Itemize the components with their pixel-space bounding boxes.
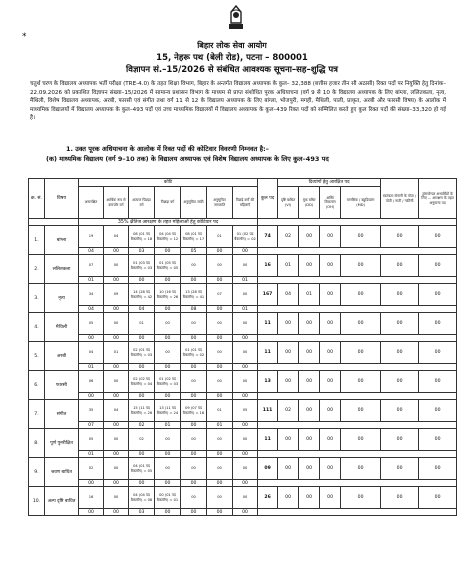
row-category-value: 00 — [233, 284, 258, 306]
row-women-value: 00 — [207, 451, 233, 458]
row-women-value: 00 — [104, 277, 129, 284]
row-divyang-value: 00 — [299, 226, 320, 248]
row-women-value: 00 — [104, 306, 129, 313]
header-divyang-1: मूक बधिर (DD) — [299, 187, 320, 219]
header-sn: क्र. सं. — [29, 179, 45, 219]
row-divyang-value: 00 — [320, 255, 341, 277]
row-category-value: 04 (04 पद बैकलॉग) = 08 — [129, 487, 155, 509]
row-category-value: 06 — [79, 371, 104, 393]
row-transgender-value: 00 — [419, 284, 457, 306]
row-category-value: 00 — [207, 371, 233, 393]
row-women-value: 00 — [155, 480, 181, 487]
row-divyang-value: 00 — [320, 487, 341, 509]
row-women-value: 00 — [207, 335, 233, 342]
row-women-value: 08 — [181, 306, 207, 313]
row-freedom-value: 00 — [381, 342, 419, 364]
row-sn: 5. — [29, 342, 45, 371]
row-category-value: 00 — [155, 458, 181, 480]
row-women-value: 00 — [233, 509, 258, 516]
row-subject: नृत्य — [45, 284, 79, 313]
row-women-value: 00 — [155, 277, 181, 284]
row-category-value: 00 — [207, 255, 233, 277]
row-women-value: 00 — [104, 422, 129, 429]
row-divyang-value: 00 — [299, 458, 320, 480]
table-row — [29, 284, 457, 306]
row-women-value: 03 — [129, 509, 155, 516]
row-divyang-value: 00 — [341, 342, 381, 364]
header-category-6: पिछड़े वर्गों की महिलाएँ — [233, 187, 258, 219]
row-women-value: 04 — [79, 306, 104, 313]
row-women-value: 00 — [104, 248, 129, 255]
row-category-value: 04 — [104, 226, 129, 248]
row-category-value: 07 — [207, 284, 233, 306]
table-row-women — [29, 306, 457, 313]
row-divyang-value: 00 — [299, 487, 320, 509]
row-women-filler — [258, 335, 457, 342]
row-women-value: 03 — [129, 248, 155, 255]
header-category-3: पिछड़ा वर्ग — [155, 187, 181, 219]
row-women-value: 00 — [207, 509, 233, 516]
row-women-value: 00 — [233, 248, 258, 255]
row-category-value: 00 — [207, 429, 233, 451]
row-women-value: 04 — [79, 248, 104, 255]
table-band-row — [29, 219, 457, 226]
row-women-value: 00 — [155, 393, 181, 400]
row-category-value: 00 — [104, 458, 129, 480]
row-freedom-value: 00 — [381, 487, 419, 509]
row-sn: 9. — [29, 458, 45, 487]
row-women-value: 01 — [79, 364, 104, 371]
row-women-value: 07 — [79, 422, 104, 429]
row-divyang-value: 02 — [278, 400, 299, 422]
row-category-value: 13 (28 पद बैकलॉग) = 41 — [181, 284, 207, 306]
row-sn: 2. — [29, 255, 45, 284]
row-women-value: 00 — [104, 364, 129, 371]
row-women-value: 00 — [207, 393, 233, 400]
row-women-value: 00 — [129, 393, 155, 400]
row-category-value: 00 — [104, 371, 129, 393]
row-women-value: 00 — [181, 480, 207, 487]
row-category-value: 05 — [233, 400, 258, 422]
row-transgender-value: 00 — [419, 313, 457, 335]
row-category-value: 00 — [181, 255, 207, 277]
row-divyang-value: 00 — [320, 458, 341, 480]
header-freedom-fighter: स्वतंत्रता सेनानी के पोता / पोती / नाती / नातिनी — [381, 179, 419, 219]
row-category-value: 00 — [104, 313, 129, 335]
corner-mark: * — [22, 32, 27, 42]
row-divyang-value: 00 — [341, 226, 381, 248]
row-divyang-value: 00 — [299, 313, 320, 335]
row-sn: 8. — [29, 429, 45, 458]
row-subject: अल्प दृष्टि बाधित — [45, 487, 79, 516]
row-category-value: 01 — [207, 226, 233, 248]
row-category-value: 04 (04 पद बैकलॉग) = 12 — [155, 226, 181, 248]
row-women-value: 00 — [207, 248, 233, 255]
row-women-value: 00 — [79, 393, 104, 400]
row-subject: श्रवण बाधित — [45, 458, 79, 487]
row-category-value: 09 (07 पद बैकलॉग) = 16 — [181, 400, 207, 422]
row-category-value: 08 (01 पद बैकलॉग) = 18 — [129, 226, 155, 248]
row-subject: फारसी — [45, 371, 79, 400]
row-women-value: 00 — [181, 393, 207, 400]
row-total: 13 — [258, 371, 278, 393]
table-row — [29, 487, 457, 509]
row-category-value: 09 — [104, 284, 129, 306]
header-category-0: अनारक्षित — [79, 187, 104, 219]
row-category-value: 00 — [181, 458, 207, 480]
row-women-value: 01 — [233, 306, 258, 313]
row-category-value: 01 — [207, 400, 233, 422]
row-total: 11 — [258, 429, 278, 451]
org-name: बिहार लोक सेवा आयोग — [197, 41, 267, 50]
row-category-value: 10 (16 पद बैकलॉग) = 26 — [155, 284, 181, 306]
row-women-value: 00 — [207, 480, 233, 487]
row-divyang-value: 00 — [341, 458, 381, 480]
intro-paragraph: चतुर्थ चरण के विद्यालय अध्यापक भर्ती परीक्षा (TRE-4.0) के तहत शिक्षा विभाग, बिहार के अन्तर्गत विद्यालय अध्यापक के कुल– 32,388 (बत्तीस हजार तीन सौ अठासी) रिक्त पदों पर नियुक्ति हेतु दिनांक–22.09.2026 को प्रकाशित विज्ञापन संख्या–15/2026 में सामान्य प्रशासन विभाग के माध्यम से प्राप्त संशोधित पूरक अधियाचना (वर्ग 9 से 10 के विद्यालय अध्यापक के लिए बांग्ला, ललितकला, नृत्य, मैथिली, विशेष विद्यालय अध्यापक, अरबी, फारसी एवं संगीत तथा वर्ग 11 से 12 के विद्यालय अध्यापक के लिए बांग्ला, भोजपुरी, मगही, मैथिली, पाली, प्राकृत, अरबी और फारसी विषय) के आलोक में माध्यमिक विद्यालयों में विद्यालय अध्यापक के कुल–493 पदों एवं उच्च माध्यमिक विद्यालयों में विद्यालय अध्यापक के कुल–439 रिक्त पदों को सम्मिलित करते हुए कुल रिक्त पदों की संख्या–33,320 हो गई है। — [30, 81, 446, 122]
row-freedom-value: 00 — [381, 255, 419, 277]
section-heading-2: (क) माध्यमिक विद्यालय (वर्ग 9–10 तक) के विद्यालय अध्यापक एवं विशेष विद्यालय अध्यापक के लिए कुल–493 पद — [46, 155, 329, 163]
row-category-value: 01 (02 पद बैकलॉग) = 02 — [233, 226, 258, 248]
row-women-value: 00 — [207, 277, 233, 284]
row-women-value: 00 — [79, 335, 104, 342]
row-transgender-value: 00 — [419, 371, 457, 393]
row-category-value: 00 — [233, 458, 258, 480]
row-category-value: 34 — [79, 284, 104, 306]
vacancy-table — [28, 178, 457, 516]
row-category-value: 02 (02 पद बैकलॉग) = 04 — [129, 371, 155, 393]
row-category-value: 00 (01 पद बैकलॉग) = 01 — [155, 487, 181, 509]
row-sn: 4. — [29, 313, 45, 342]
row-women-value: 00 — [181, 364, 207, 371]
row-category-value: 14 (28 पद बैकलॉग) = 42 — [129, 284, 155, 306]
row-total: 26 — [258, 487, 278, 509]
table-row — [29, 458, 457, 480]
row-sn: 3. — [29, 284, 45, 313]
table-row-women — [29, 422, 457, 429]
row-freedom-value: 00 — [381, 226, 419, 248]
row-women-filler — [258, 509, 457, 516]
row-women-value: 00 — [79, 509, 104, 516]
row-category-value: 02 (01 पद बैकलॉग) = 03 — [129, 342, 155, 364]
row-divyang-value: 00 — [299, 342, 320, 364]
women-quota-band: 35% क्षैतिज आरक्षण के तहत महिलाओं हेतु कोटिवार पद — [79, 219, 258, 226]
row-women-value: 00 — [129, 451, 155, 458]
table-row — [29, 226, 457, 248]
row-category-value: 13 (11 पद बैकलॉग) = 24 — [155, 400, 181, 422]
row-women-value: 00 — [129, 277, 155, 284]
row-subject: अरबी — [45, 342, 79, 371]
row-divyang-value: 00 — [299, 255, 320, 277]
table-row-women — [29, 393, 457, 400]
row-women-value: 00 — [181, 335, 207, 342]
row-category-value: 00 — [155, 313, 181, 335]
row-category-value: 00 — [207, 487, 233, 509]
row-subject: संगीत — [45, 400, 79, 429]
row-women-filler — [258, 306, 457, 313]
table-row — [29, 313, 457, 335]
row-total: 09 — [258, 458, 278, 480]
row-divyang-value: 00 — [341, 313, 381, 335]
row-women-value: 00 — [155, 451, 181, 458]
row-category-value: 00 — [104, 429, 129, 451]
row-sn: 6. — [29, 371, 45, 400]
table-row-women — [29, 364, 457, 371]
header-category-2: अत्यन्त पिछड़ा वर्ग — [129, 187, 155, 219]
header-category: कोटि — [79, 179, 258, 187]
row-divyang-value: 00 — [320, 313, 341, 335]
row-category-value: 00 — [181, 429, 207, 451]
row-women-value: 00 — [79, 480, 104, 487]
row-divyang-value: 00 — [341, 429, 381, 451]
row-category-value: 00 — [233, 255, 258, 277]
row-transgender-value: 00 — [419, 487, 457, 509]
row-category-value: 00 — [181, 313, 207, 335]
row-category-value: 04 — [79, 342, 104, 364]
row-divyang-value: 00 — [278, 458, 299, 480]
row-women-value: 00 — [233, 480, 258, 487]
notice-title: विज्ञापन सं.–15/2026 से संबंधित आवश्यक सूचना–सह–शुद्धि पत्र — [126, 65, 338, 75]
row-women-value: 01 — [79, 277, 104, 284]
row-total: 11 — [258, 313, 278, 335]
table-header-row-1 — [29, 179, 457, 187]
row-divyang-value: 00 — [320, 371, 341, 393]
row-women-value: 00 — [104, 509, 129, 516]
header-category-4: अनुसूचित जाति — [181, 187, 207, 219]
row-women-value: 00 — [155, 364, 181, 371]
row-women-filler — [258, 451, 457, 458]
row-women-value: 00 — [181, 509, 207, 516]
row-women-value: 01 — [233, 277, 258, 284]
row-women-filler — [258, 277, 457, 284]
row-transgender-value: 00 — [419, 429, 457, 451]
table-row-women — [29, 277, 457, 284]
row-women-value: 00 — [129, 364, 155, 371]
row-subject: पूर्ण पुनरीक्षित — [45, 429, 79, 458]
row-divyang-value: 00 — [341, 255, 381, 277]
header-divyang: दिव्यांगों हेतु आरक्षित पद — [278, 179, 381, 187]
row-divyang-value: 00 — [341, 371, 381, 393]
row-total: 16 — [258, 255, 278, 277]
row-divyang-value: 00 — [299, 371, 320, 393]
row-freedom-value: 00 — [381, 371, 419, 393]
row-women-value: 00 — [129, 335, 155, 342]
row-transgender-value: 00 — [419, 400, 457, 422]
row-total: 11 — [258, 342, 278, 364]
row-freedom-value: 00 — [381, 400, 419, 422]
row-women-value: 01 — [155, 422, 181, 429]
table-row — [29, 255, 457, 277]
row-total: 111 — [258, 400, 278, 422]
row-divyang-value: 00 — [320, 284, 341, 306]
row-women-value: 00 — [233, 422, 258, 429]
row-transgender-value: 00 — [419, 458, 457, 480]
row-women-value: 01 — [207, 422, 233, 429]
row-divyang-value: 01 — [299, 284, 320, 306]
table-row-women — [29, 248, 457, 255]
row-women-value: 00 — [104, 393, 129, 400]
row-category-value: 00 — [233, 429, 258, 451]
row-category-value: 01 (02 पद बैकलॉग) = 03 — [155, 371, 181, 393]
row-category-value: 00 — [104, 487, 129, 509]
row-category-value: 00 — [155, 342, 181, 364]
row-freedom-value: 00 — [381, 284, 419, 306]
row-women-value: 00 — [104, 451, 129, 458]
row-category-value: 00 — [181, 487, 207, 509]
row-divyang-value: 00 — [278, 342, 299, 364]
row-divyang-value: 00 — [341, 487, 381, 509]
row-women-value: 04 — [129, 306, 155, 313]
row-category-value: 00 — [207, 313, 233, 335]
row-category-value: 16 — [79, 487, 104, 509]
header-transgender: ट्रांसजेण्डर अभ्यर्थियों के लिए ... आरक्षण के तहत अनुमान्य पद — [419, 179, 457, 219]
table-row — [29, 400, 457, 422]
table-row-women — [29, 480, 457, 487]
row-category-value: 15 (11 पद बैकलॉग) = 26 — [129, 400, 155, 422]
row-category-value: 04 (01 पद बैकलॉग) = 05 — [129, 458, 155, 480]
row-category-value: 05 — [79, 429, 104, 451]
header-divyang-0: दृष्टि बाधित (VI) — [278, 187, 299, 219]
row-divyang-value: 00 — [278, 313, 299, 335]
table-row-women — [29, 335, 457, 342]
row-divyang-value: 00 — [278, 429, 299, 451]
table-row — [29, 371, 457, 393]
header-category-5: अनुसूचित जनजाति — [207, 187, 233, 219]
row-category-value: 00 — [233, 342, 258, 364]
row-freedom-value: 00 — [381, 313, 419, 335]
header-divyang-3: मानसिक / बहुदिव्यांग (MD) — [341, 187, 381, 219]
row-total: 167 — [258, 284, 278, 306]
row-women-value: 05 — [181, 248, 207, 255]
row-category-value: 01 (01 पद बैकलॉग) = 02 — [181, 342, 207, 364]
row-women-value: 00 — [233, 335, 258, 342]
row-category-value: 00 — [155, 429, 181, 451]
row-category-value: 00 — [207, 342, 233, 364]
row-divyang-value: 00 — [341, 400, 381, 422]
row-women-value: 00 — [129, 480, 155, 487]
table-row-women — [29, 509, 457, 516]
row-women-value: 00 — [155, 509, 181, 516]
row-category-value: 08 (01 पद बैकलॉग) = 17 — [181, 226, 207, 248]
row-women-value: 00 — [207, 306, 233, 313]
row-category-value: 04 — [104, 400, 129, 422]
row-category-value: 00 — [181, 371, 207, 393]
row-category-value: 00 — [207, 458, 233, 480]
row-women-value: 00 — [233, 393, 258, 400]
row-divyang-value: 02 — [278, 226, 299, 248]
row-freedom-value: 00 — [381, 429, 419, 451]
row-women-value: 01 — [79, 451, 104, 458]
row-subject: मैथिली — [45, 313, 79, 342]
row-divyang-value: 00 — [320, 429, 341, 451]
header-divyang-2: अस्थि विकलांग (OH) — [320, 187, 341, 219]
row-category-value: 01 — [129, 313, 155, 335]
row-category-value: 00 — [104, 255, 129, 277]
row-freedom-value: 00 — [381, 458, 419, 480]
row-women-value: 00 — [207, 364, 233, 371]
row-category-value: 02 — [79, 458, 104, 480]
row-category-value: 00 — [233, 487, 258, 509]
row-transgender-value: 00 — [419, 342, 457, 364]
row-category-value: 05 — [79, 313, 104, 335]
row-women-filler — [258, 422, 457, 429]
state-emblem-icon — [226, 4, 246, 32]
row-women-value: 00 — [181, 422, 207, 429]
row-category-value: 00 — [233, 371, 258, 393]
row-women-filler — [258, 248, 457, 255]
row-women-value: 00 — [181, 277, 207, 284]
row-women-filler — [258, 393, 457, 400]
row-women-value: 02 — [129, 422, 155, 429]
row-sn: 7. — [29, 400, 45, 429]
row-divyang-value: 00 — [320, 342, 341, 364]
section-heading-1: 1. उक्त पूरक अधियाचना के आलोक में रिक्त पदों की कोटिवार विवरणी निम्नवत है:– — [66, 145, 269, 153]
row-women-value: 00 — [233, 451, 258, 458]
row-divyang-value: 00 — [299, 400, 320, 422]
row-divyang-value: 01 — [278, 255, 299, 277]
row-women-filler — [258, 480, 457, 487]
row-women-filler — [258, 364, 457, 371]
header-total: कुल पद — [258, 179, 278, 219]
row-category-value: 35 — [79, 400, 104, 422]
row-women-value: 00 — [155, 248, 181, 255]
row-divyang-value: 00 — [278, 487, 299, 509]
row-subject: ललितकला — [45, 255, 79, 284]
table-row — [29, 342, 457, 364]
row-women-value: 00 — [155, 306, 181, 313]
row-subject: बांग्ला — [45, 226, 79, 255]
row-category-value: 07 — [79, 255, 104, 277]
header-subject: विषय — [45, 179, 79, 219]
row-women-value: 00 — [104, 335, 129, 342]
row-category-value: 00 — [233, 313, 258, 335]
header-category-1: आर्थिक रूप से कमजोर वर्ग — [104, 187, 129, 219]
row-category-value: 01 (05 पद बैकलॉग) = 05 — [155, 255, 181, 277]
table-row-women — [29, 451, 457, 458]
table-row — [29, 429, 457, 451]
row-women-value: 00 — [233, 364, 258, 371]
row-divyang-value: 00 — [341, 284, 381, 306]
row-sn: 10. — [29, 487, 45, 516]
row-category-value: 19 — [79, 226, 104, 248]
row-transgender-value: 00 — [419, 255, 457, 277]
row-category-value: 01 (03 पद बैकलॉग) = 03 — [129, 255, 155, 277]
row-divyang-value: 00 — [320, 400, 341, 422]
row-category-value: 01 — [104, 342, 129, 364]
row-divyang-value: 00 — [299, 429, 320, 451]
row-category-value: 02 — [129, 429, 155, 451]
row-divyang-value: 00 — [320, 226, 341, 248]
row-total: 74 — [258, 226, 278, 248]
row-women-value: 00 — [104, 480, 129, 487]
row-divyang-value: 00 — [278, 371, 299, 393]
org-address: 15, नेहरू पथ (बेली रोड), पटना – 800001 — [156, 53, 308, 63]
row-sn: 1. — [29, 226, 45, 255]
row-women-value: 00 — [155, 335, 181, 342]
row-women-value: 00 — [181, 451, 207, 458]
row-transgender-value: 00 — [419, 226, 457, 248]
row-divyang-value: 04 — [278, 284, 299, 306]
